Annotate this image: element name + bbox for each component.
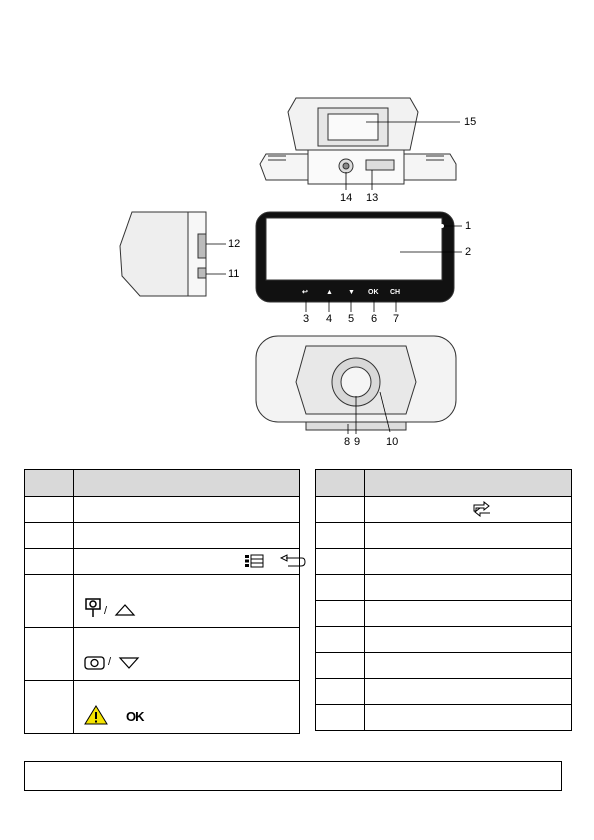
table-row (316, 653, 572, 679)
left-parts-table (24, 469, 300, 734)
callout-11: 11 (228, 268, 240, 280)
table-row (316, 705, 572, 731)
callout-5: 5 (348, 313, 355, 325)
table-row (316, 679, 572, 705)
up-button-glyph: ▲ (326, 289, 333, 296)
table-header-row (25, 470, 300, 497)
table-row (25, 681, 300, 734)
dashcam-diagram (110, 96, 482, 452)
down-button-glyph: ▼ (348, 289, 355, 296)
callout-12: 12 (228, 238, 241, 250)
table-row: / (25, 575, 300, 628)
table-row (316, 549, 572, 575)
callout-9: 9 (354, 436, 361, 448)
callout-13: 13 (366, 192, 379, 204)
warning-icon (84, 705, 108, 725)
callout-15: 15 (464, 116, 477, 128)
menu-icon (244, 554, 264, 568)
table-row: / (25, 628, 300, 681)
ok-button-glyph: OK (368, 289, 379, 296)
table-row (25, 497, 300, 523)
table-row (316, 627, 572, 653)
callout-2: 2 (465, 246, 472, 258)
table-row (316, 575, 572, 601)
ok-icon: OK (126, 709, 144, 724)
loop-switch-icon (471, 501, 493, 517)
header-cell (74, 470, 300, 497)
callout-7: 7 (393, 313, 400, 325)
return-icon (280, 554, 306, 568)
speed-camera-icon (84, 597, 104, 619)
callout-1: 1 (465, 220, 472, 232)
ch-button-glyph: CH (390, 289, 401, 296)
table-row (316, 523, 572, 549)
note-box (24, 761, 562, 791)
table-row (316, 497, 572, 523)
table-row (25, 523, 300, 549)
side-view (120, 212, 206, 296)
front-view (256, 212, 454, 302)
back-button-glyph: ↩ (302, 289, 308, 296)
callout-8: 8 (344, 436, 351, 448)
right-parts-table (315, 469, 572, 731)
callout-10: 10 (386, 436, 399, 448)
table-row (25, 549, 300, 575)
callout-3: 3 (303, 313, 310, 325)
table-header-row (316, 470, 572, 497)
callout-6: 6 (371, 313, 378, 325)
table-row (316, 601, 572, 627)
callout-14: 14 (340, 192, 353, 204)
header-cell (25, 470, 74, 497)
callout-4: 4 (326, 313, 333, 325)
up-triangle-icon (114, 603, 136, 617)
top-view (260, 98, 456, 184)
down-triangle-icon (118, 656, 140, 670)
dashcam-illustration (110, 96, 482, 452)
camera-icon (84, 654, 106, 670)
